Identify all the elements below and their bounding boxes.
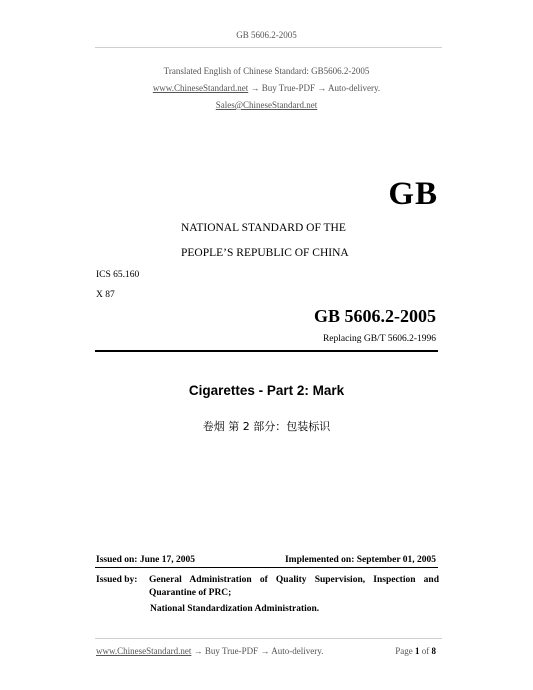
email-link[interactable]: Sales@ChineseStandard.net [215,100,318,110]
english-title: Cigarettes - Part 2: Mark [188,383,345,398]
issued-by-label: Issued by: [96,575,138,585]
x-code: X 87 [96,290,115,300]
national-standard-line2: PEOPLE’S REPUBLIC OF CHINA [181,247,349,259]
issuer1-line1: General Administration of Quality Supervision, Inspection and [149,575,439,585]
implemented-on: Implemented on: September 01, 2005 [284,555,436,565]
buy-text: Buy True-PDF [261,83,315,93]
replacing-note: Replacing GB/T 5606.2-1996 [322,334,436,344]
email-line [0,100,533,110]
footer-site-link[interactable]: www.ChineseStandard.net [96,646,192,656]
footer-divider [95,638,442,639]
arrow-icon: → [193,646,203,656]
chinese-title: 卷烟 第 2 部分：包装标识 [202,420,331,433]
gb-logo: GB [388,176,438,212]
buy-line [0,83,533,93]
footer-buy-line [96,646,323,656]
page-label: Page [395,646,413,656]
page-indicator [395,646,436,656]
site-link[interactable]: www.ChineseStandard.net [152,83,249,93]
issued-on: Issued on: June 17, 2005 [96,555,195,565]
ics-code: ICS 65.160 [96,270,140,280]
national-standard-line1: NATIONAL STANDARD OF THE [181,222,346,234]
arrow-icon: → [250,83,260,93]
page-current: 1 [415,646,420,656]
auto-delivery-text: Auto-delivery. [328,83,381,93]
issuer1-line2: Quarantine of PRC; [149,588,232,598]
header-divider [95,47,442,48]
standard-number: GB 5606.2-2005 [313,306,436,326]
page-total: 8 [431,646,436,656]
translated-line: Translated English of Chinese Standard: GB5606.2-2005 [163,66,370,76]
running-title: GB 5606.2-2005 [236,30,297,40]
footer-auto-delivery-text: Auto-delivery. [271,646,324,656]
arrow-icon: → [317,83,327,93]
arrow-icon: → [260,646,270,656]
issue-rule [95,567,438,568]
page-of: of [421,646,430,656]
title-rule [95,350,438,352]
issuer2: National Standardization Administration. [150,604,320,614]
footer-buy-text: Buy True-PDF [204,646,259,656]
